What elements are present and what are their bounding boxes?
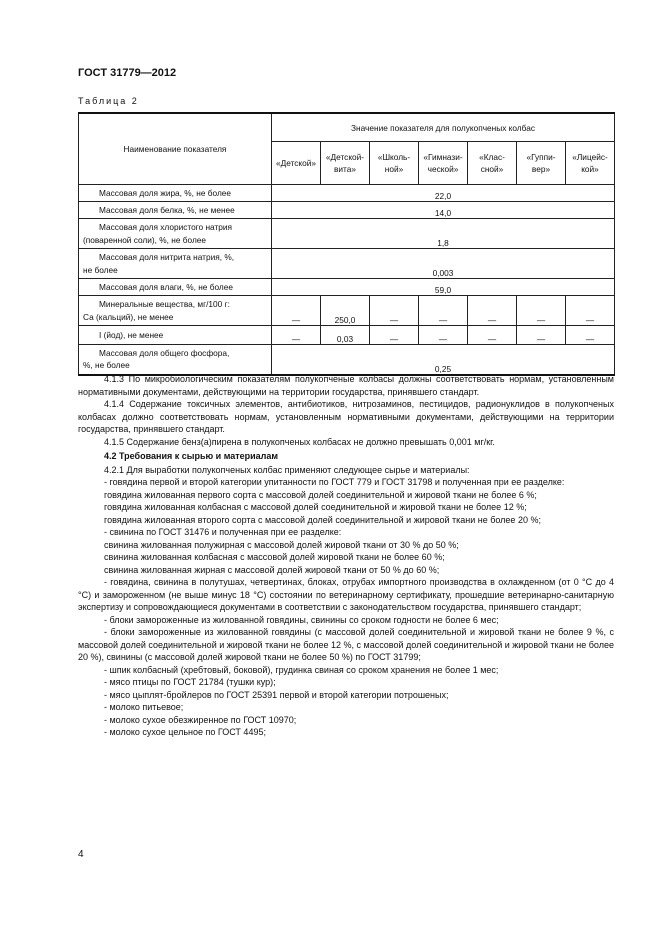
indicator-name: Массовая доля хлористого натрия (поваренной соли), %, не более bbox=[79, 219, 272, 249]
list-item: - молоко питьевое; bbox=[104, 702, 184, 712]
indicator-value: 250,0 bbox=[321, 296, 370, 326]
indicator-value: — bbox=[566, 326, 615, 345]
list-item: - свинина по ГОСТ 31476 и полученная при ее разделке: bbox=[104, 527, 342, 537]
list-item: - мясо птицы по ГОСТ 21784 (тушки кур); bbox=[104, 677, 276, 687]
indicator-value: 14,0 bbox=[272, 202, 615, 219]
table-row bbox=[79, 296, 615, 326]
indicator-value: — bbox=[517, 296, 566, 326]
body-text bbox=[78, 373, 614, 739]
table-row bbox=[79, 202, 615, 219]
column-header: «Клас- сной» bbox=[468, 142, 517, 185]
table-row bbox=[79, 345, 615, 375]
indicator-value: — bbox=[370, 326, 419, 345]
indicator-value: 0,003 bbox=[272, 249, 615, 279]
indicator-value: 0,03 bbox=[321, 326, 370, 345]
indicator-value: 1,8 bbox=[272, 219, 615, 249]
list-item: говядина жилованная колбасная с массовой долей соединительной и жировой ткани не более 12 %; bbox=[104, 502, 527, 512]
document-title: ГОСТ 31779—2012 bbox=[78, 67, 177, 79]
list-item: - говядина первой и второй категории упитанности по ГОСТ 779 и ГОСТ 31798 и полученная при ее разделке: bbox=[104, 477, 565, 487]
column-header: «Гуппи- вер» bbox=[517, 142, 566, 185]
indicator-value: — bbox=[419, 296, 468, 326]
indicator-name: Массовая доля влаги, %, не более bbox=[79, 279, 272, 296]
list-item: - молоко сухое обезжиренное по ГОСТ 10970; bbox=[104, 714, 297, 725]
table-label: Таблица 2 bbox=[78, 96, 139, 106]
indicator-name: Минеральные вещества, мг/100 г: Са (кальций), не менее bbox=[79, 296, 272, 326]
indicator-name: Массовая доля жира, %, не более bbox=[79, 185, 272, 202]
indicator-value: — bbox=[272, 296, 321, 326]
indicator-value: — bbox=[272, 326, 321, 345]
list-item: - блоки замороженные из жилованной говядины (с массовой долей соединительной и жировой ткани не более 9 %, с массовой долей соединительной и жировой ткани не более 12 %, с массовой долей соединительной и жировой ткани не более 20 %), свинины (с массовой долей жировой ткани не более 50 %) по ГОСТ 31799; bbox=[78, 627, 614, 662]
list-item: говядина жилованная первого сорта с массовой долей соединительной и жировой ткани не более 6 %; bbox=[104, 489, 537, 500]
paragraph: 4.2.1 Для выработки полукопченых колбас применяют следующее сырье и материалы: bbox=[104, 464, 470, 475]
indicators-table bbox=[78, 112, 615, 376]
indicator-value: — bbox=[468, 326, 517, 345]
indicator-value: 22,0 bbox=[272, 185, 615, 202]
list-item: свинина жилованная полужирная с массовой долей жировой ткани от 30 % до 50 %; bbox=[104, 539, 459, 550]
indicator-name: Массовая доля общего фосфора, %, не более bbox=[79, 345, 272, 375]
list-item: - говядина, свинина в полутушах, четвертинах, блоках, отрубах импортного производства в охлажденном (от 0 °С до 4 °С) и замороженном (не выше минус 18 °С) состоянии по ветеринарному сертификату, прошедшие ветеринарно-санитарную экспертизу и сопровождающиеся документами в соответствии с законодательством государства, принявшего стандарт; bbox=[78, 577, 614, 612]
page-number: 4 bbox=[78, 849, 84, 860]
column-header: «Школь- ной» bbox=[370, 142, 419, 185]
list-item: - шпик колбасный (хребтовый, боковой), грудинка свиная со сроком хранения не более 1 мес; bbox=[104, 664, 499, 675]
table-row bbox=[79, 219, 615, 249]
indicator-name: I (йод), не менее bbox=[79, 326, 272, 345]
column-header: «Детской- вита» bbox=[321, 142, 370, 185]
list-item: - мясо цыплят-бройлеров по ГОСТ 25391 первой и второй категории потрошеных; bbox=[104, 689, 449, 700]
indicator-value: — bbox=[566, 296, 615, 326]
list-item: свинина жилованная жирная с массовой долей жировой ткани от 50 % до 60 %; bbox=[104, 564, 440, 575]
indicator-name: Массовая доля нитрита натрия, %, не более bbox=[79, 249, 272, 279]
table-row bbox=[79, 279, 615, 296]
paragraph: 4.1.5 Содержание бенз(а)пирена в полукопченых колбасах не должно превышать 0,001 мг/кг. bbox=[104, 436, 495, 447]
list-item: говядина жилованная второго сорта с массовой долей соединительной и жировой ткани не более 20 %; bbox=[104, 514, 541, 525]
paragraph: 4.1.4 Содержание токсичных элементов, антибиотиков, нитрозаминов, пестицидов, радионуклидов в полукопченых колбасах должно соответствовать нормам, установленным нормативными документами, действующими на территории государства, принявшего стандарт. bbox=[78, 399, 614, 434]
section-heading: 4.2 Требования к сырью и материалам bbox=[104, 451, 279, 461]
indicator-name: Массовая доля белка, %, не менее bbox=[79, 202, 272, 219]
indicator-value: 0,25 bbox=[272, 345, 615, 375]
indicator-value: — bbox=[370, 296, 419, 326]
table-row bbox=[79, 326, 615, 345]
column-header: «Лицейс- кой» bbox=[566, 142, 615, 185]
table-row bbox=[79, 249, 615, 279]
indicator-value: — bbox=[517, 326, 566, 345]
indicator-value: 59,0 bbox=[272, 279, 615, 296]
value-group-header: Значение показателя для полукопченых колбас bbox=[272, 113, 615, 142]
list-item: свинина жилованная колбасная с массовой долей жировой ткани не более 60 %; bbox=[104, 552, 445, 562]
list-item: - молоко сухое цельное по ГОСТ 4495; bbox=[104, 727, 266, 737]
list-item: - блоки замороженные из жилованной говядины, свинины со сроком годности не более 6 мес; bbox=[104, 614, 499, 625]
name-column-header: Наименование показателя bbox=[79, 113, 272, 185]
column-header: «Гимнази- ческой» bbox=[419, 142, 468, 185]
indicator-value: — bbox=[419, 326, 468, 345]
table-row bbox=[79, 185, 615, 202]
paragraph: 4.1.3 По микробиологическим показателям полукопченые колбасы должны соответствовать нормам, установленным нормативными документами, действующими на территории государства, принявшего стандарт. bbox=[78, 374, 614, 397]
column-header: «Детской» bbox=[272, 142, 321, 185]
indicator-value: — bbox=[468, 296, 517, 326]
